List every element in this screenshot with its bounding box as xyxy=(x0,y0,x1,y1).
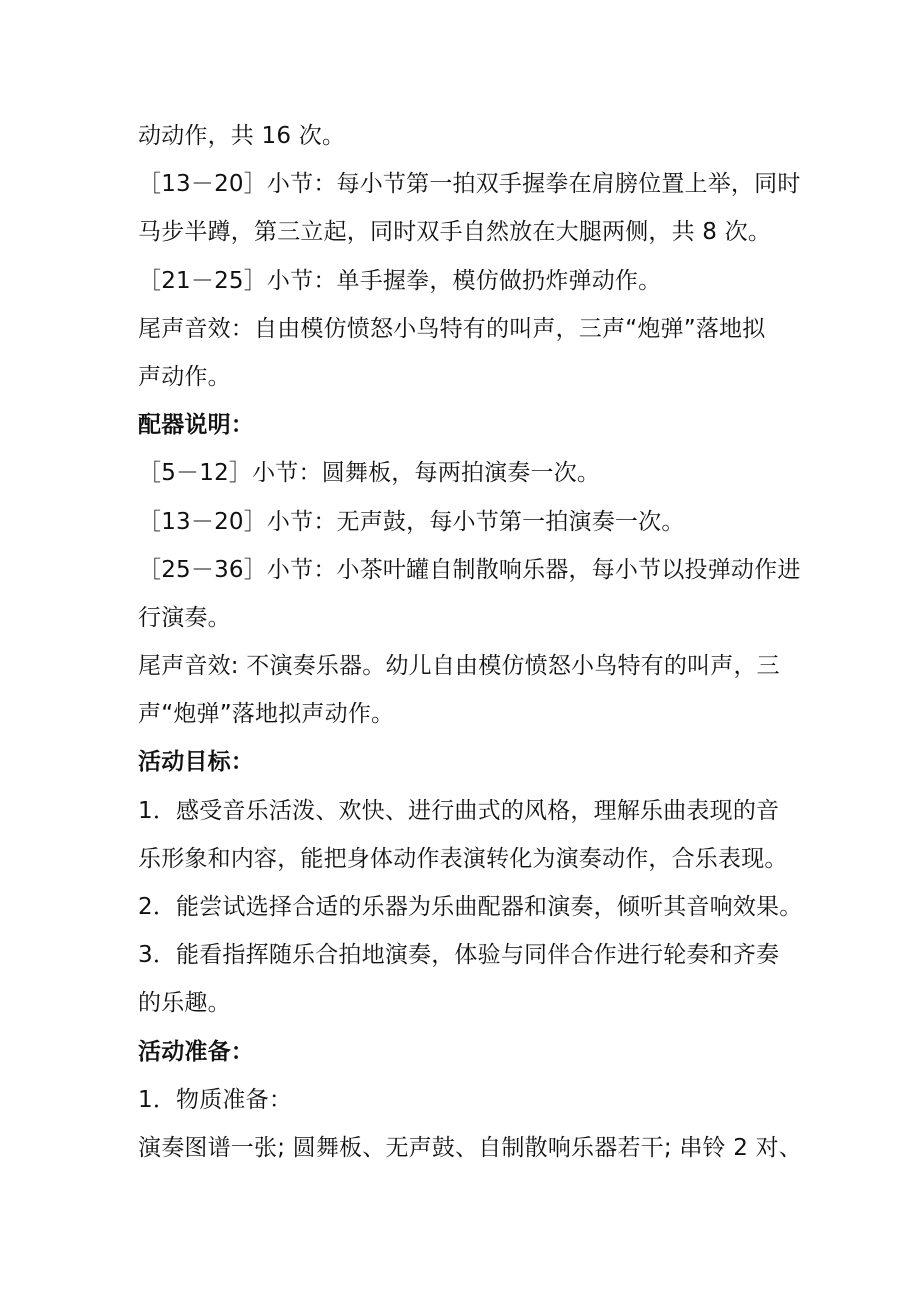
text-line: 1．物质准备： xyxy=(138,1086,293,1113)
text-line: 尾声音效: 不演奏乐器。幼儿自由模仿愤怒小鸟特有的叫声，三 xyxy=(138,653,780,680)
text-line: 乐形象和内容，能把身体动作表演转化为演奏动作，合乐表现。 xyxy=(138,845,788,872)
text-line: 1．感受音乐活泼、欢快、进行曲式的风格，理解乐曲表现的音 xyxy=(138,797,780,824)
text-line: 3．能看指挥随乐合拍地演奏，体验与同伴合作进行轮奏和齐奏 xyxy=(138,942,780,969)
text-line: 2．能尝试选择合适的乐器为乐曲配器和演奏，倾听其音响效果。 xyxy=(138,894,803,920)
text-line: 声“炮弹”落地拟声动作。 xyxy=(138,701,395,728)
text-line: 行演奏。 xyxy=(138,604,231,631)
text-line: 马步半蹲，第三立起，同时双手自然放在大腿两侧，共 8 次。 xyxy=(138,219,772,246)
section-heading: 活动准备： xyxy=(138,1038,254,1065)
section-heading: 活动目标： xyxy=(138,749,254,776)
text-line: ［25－36］小节：小茶叶罐自制散响乐器，每小节以投弹动作进 xyxy=(138,556,801,583)
text-line: ［21－25］小节：单手握拳，模仿做扔炸弹动作。 xyxy=(138,267,662,294)
text-line: ［13－20］小节：每小节第一拍双手握拳在肩膀位置上举，同时 xyxy=(138,171,801,198)
text-line: ［13－20］小节：无声鼓，每小节第一拍演奏一次。 xyxy=(138,508,685,535)
document-body xyxy=(138,112,803,1172)
text-line: 的乐趣。 xyxy=(138,990,231,1017)
text-line: 声动作。 xyxy=(138,363,231,390)
text-line: ［5－12］小节：圆舞板，每两拍演奏一次。 xyxy=(138,460,601,487)
section-heading: 配器说明： xyxy=(138,412,254,439)
text-line: 演奏图谱一张; 圆舞板、无声鼓、自制散响乐器若干; 串铃 2 对、 xyxy=(138,1134,802,1161)
text-line: 尾声音效：自由模仿愤怒小鸟特有的叫声，三声“炮弹”落地拟 xyxy=(138,315,766,342)
text-line: 动动作，共 16 次。 xyxy=(138,123,346,149)
